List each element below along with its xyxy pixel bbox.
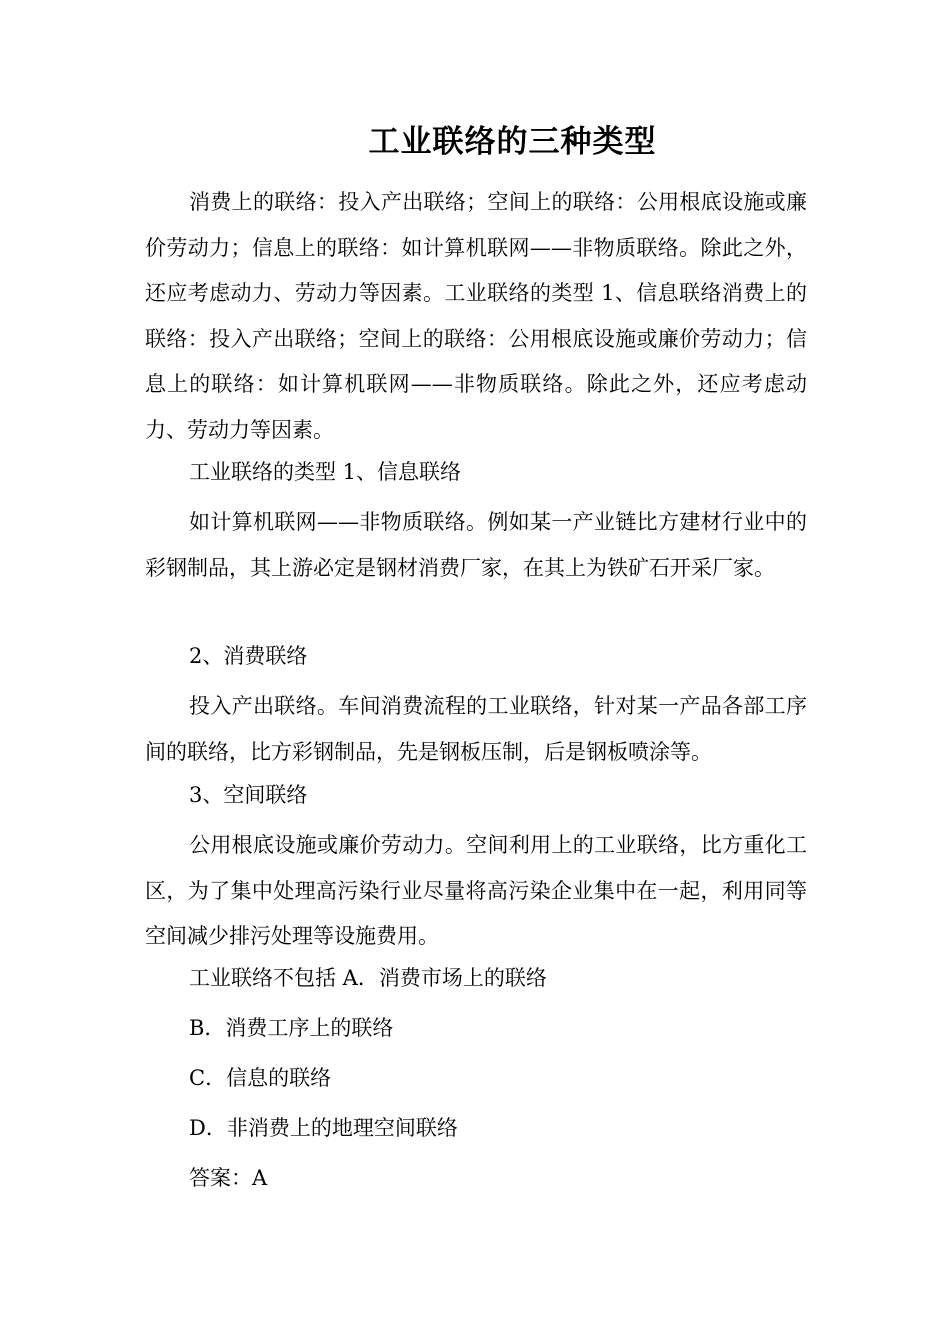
paragraph-production-linkage: 投入产出联络。车间消费流程的工业联络，针对某一产品各部工序间的联络，比方彩钢制品，先是钢板压制，后是钢板喷涂等。 — [145, 694, 807, 764]
question-stem: 工业联络不包括 A．消费市场上的联络 — [189, 966, 547, 990]
option-c: C．信息的联络 — [189, 1066, 332, 1090]
heading-info-linkage: 工业联络的类型 1、信息联络 — [189, 460, 462, 484]
heading-spatial-linkage: 3、空间联络 — [189, 783, 308, 807]
paragraph-spatial-linkage: 公用根底设施或廉价劳动力。空间利用上的工业联络，比方重化工区，为了集中处理高污染行业尽量将高污染企业集中在一起，利用同等空间减少排污处理等设施费用。 — [145, 833, 807, 948]
answer: 答案：A — [189, 1166, 268, 1190]
paragraph-info-linkage: 如计算机联网——非物质联络。例如某一产业链比方建材行业中的彩钢制品，其上游必定是钢材消费厂家，在其上为铁矿石开采厂家。 — [145, 510, 807, 580]
option-b: B．消费工序上的联络 — [189, 1016, 394, 1040]
option-d: D．非消费上的地理空间联络 — [189, 1116, 458, 1140]
heading-production-linkage: 2、消费联络 — [189, 644, 308, 668]
paragraph-intro: 消费上的联络：投入产出联络；空间上的联络：公用根底设施或廉价劳动力；信息上的联络：如计算机联网——非物质联络。除此之外，还应考虑动力、劳动力等因素。工业联络的类型 1、信息联络消费上的联络：投入产出联络；空间上的联络：公用根底设施或廉价劳动力；信息上的联络：如计算机联网——非物质联络。除此之外，还应考虑动力、劳动力等因素。 — [145, 190, 807, 442]
document-title: 工业联络的三种类型 — [368, 124, 657, 160]
